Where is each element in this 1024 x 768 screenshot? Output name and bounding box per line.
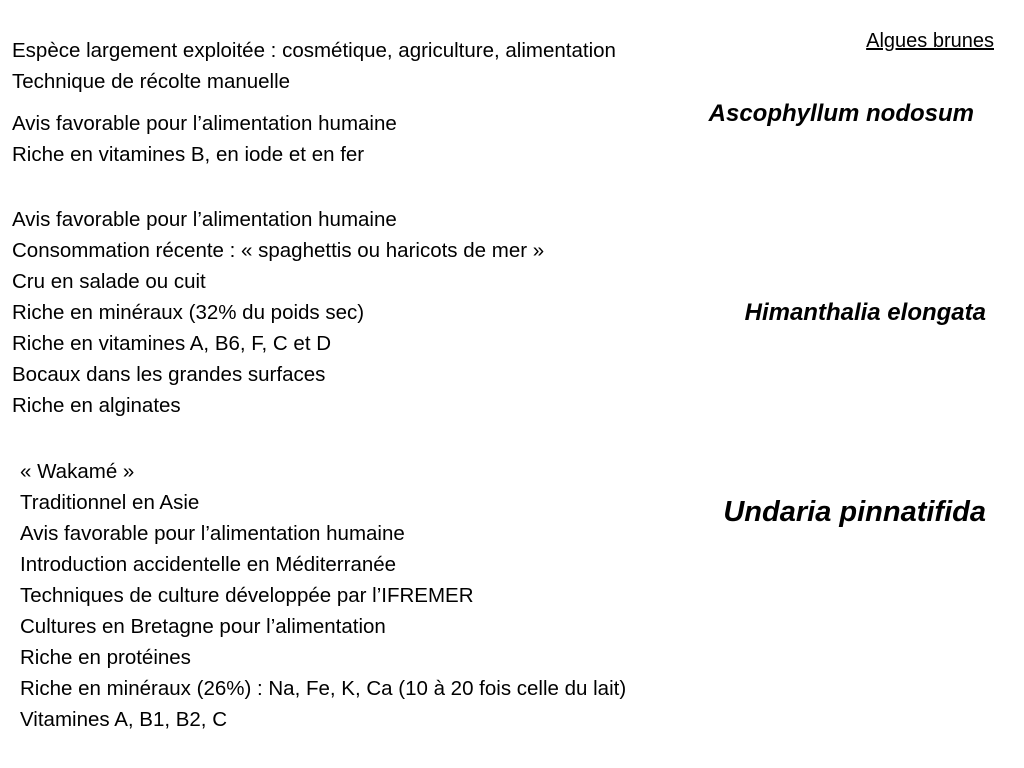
himanthalia-text-block bbox=[12, 204, 544, 421]
undaria-line: Avis favorable pour l’alimentation humaine bbox=[20, 522, 405, 545]
undaria-line: Riche en minéraux (26%) : Na, Fe, K, Ca (10 à 20 fois celle du lait) bbox=[20, 677, 627, 700]
ascophyllum-line: Riche en vitamines B, en iode et en fer bbox=[12, 143, 365, 166]
himanthalia-line: Riche en minéraux (32% du poids sec) bbox=[12, 301, 365, 324]
page-title-link[interactable]: Algues brunes bbox=[866, 30, 994, 52]
himanthalia-line: Riche en alginates bbox=[12, 394, 181, 417]
ascophyllum-line: Avis favorable pour l’alimentation humaine bbox=[12, 112, 397, 135]
intro-line: Espèce largement exploitée : cosmétique, agriculture, alimentation bbox=[12, 39, 616, 62]
himanthalia-line: Riche en vitamines A, B6, F, C et D bbox=[12, 332, 332, 355]
himanthalia-line: Avis favorable pour l’alimentation humaine bbox=[12, 208, 397, 231]
ascophyllum-text-block bbox=[12, 108, 397, 170]
himanthalia-line: Consommation récente : « spaghettis ou haricots de mer » bbox=[12, 239, 545, 262]
intro-text-block bbox=[12, 35, 616, 97]
intro-line: Technique de récolte manuelle bbox=[12, 70, 291, 93]
species-name-ascophyllum: Ascophyllum nodosum bbox=[708, 100, 974, 127]
undaria-line: Vitamines A, B1, B2, C bbox=[20, 708, 228, 731]
undaria-line: Cultures en Bretagne pour l’alimentation bbox=[20, 615, 386, 638]
undaria-line: Introduction accidentelle en Méditerranée bbox=[20, 553, 397, 576]
himanthalia-line: Cru en salade ou cuit bbox=[12, 270, 206, 293]
undaria-line: Traditionnel en Asie bbox=[20, 491, 200, 514]
species-name-himanthalia: Himanthalia elongata bbox=[744, 299, 986, 326]
undaria-text-block bbox=[20, 456, 626, 735]
undaria-line: Techniques de culture développée par l’IFREMER bbox=[20, 584, 474, 607]
species-name-undaria: Undaria pinnatifida bbox=[723, 496, 986, 528]
himanthalia-line: Bocaux dans les grandes surfaces bbox=[12, 363, 326, 386]
undaria-line: Riche en protéines bbox=[20, 646, 191, 669]
undaria-line: « Wakamé » bbox=[20, 460, 135, 483]
